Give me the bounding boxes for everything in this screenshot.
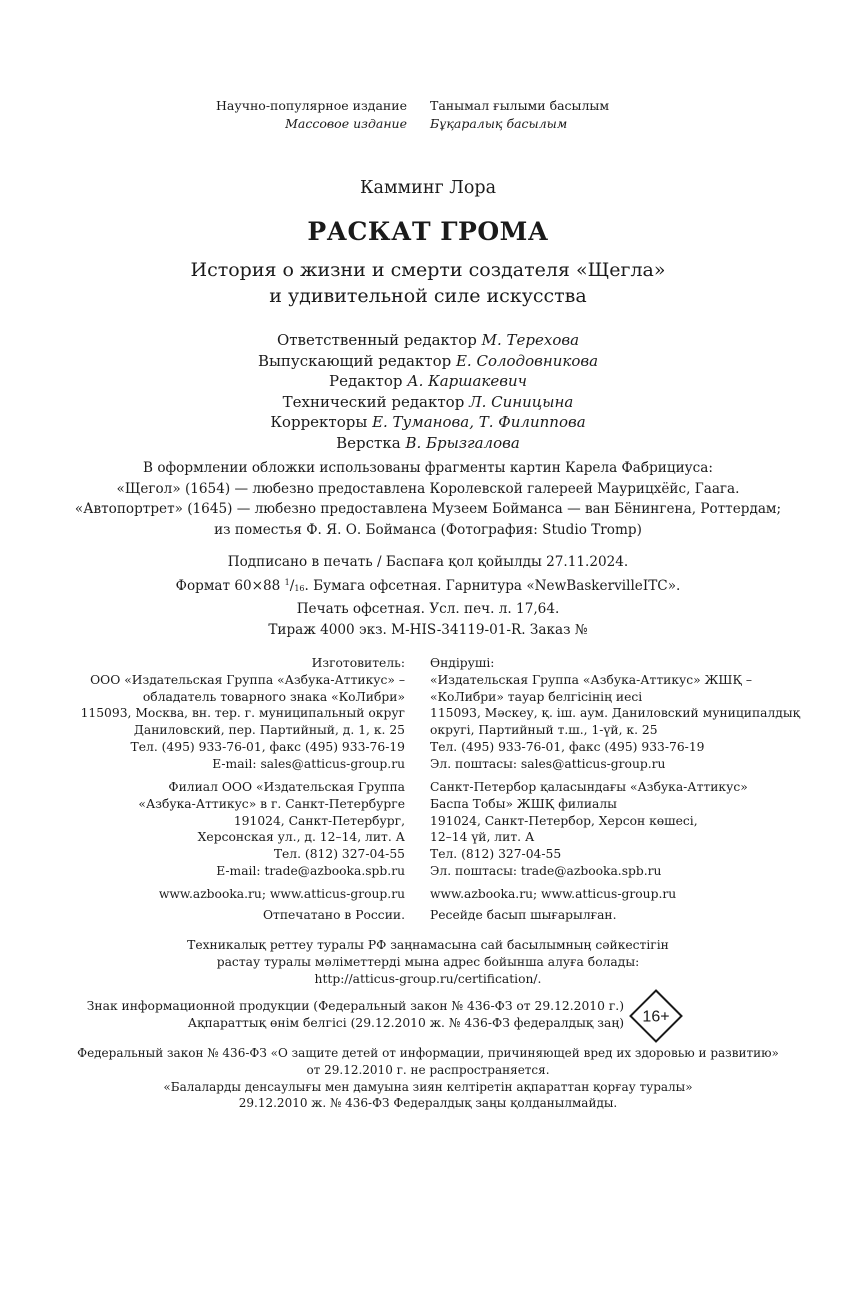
print-run-line: Тираж 4000 экз. M-HIS-34119-01-R. Заказ № — [268, 621, 588, 638]
subtitle-line: и удивительной силе искусства — [269, 285, 587, 307]
staff-name: М. Терехова — [481, 331, 580, 349]
format-suffix: . Бумага офсетная. Гарнитура «NewBaskervilleITC». — [304, 577, 681, 594]
staff-name: Е. Солодовникова — [455, 351, 599, 370]
editorial-staff — [0, 330, 856, 453]
age-rating-badge — [629, 989, 683, 1043]
imprint-line: 191024, Санкт-Петербург, — [233, 813, 405, 828]
format-prefix: Формат 60×88 — [175, 577, 285, 594]
format-slash: / — [289, 577, 295, 594]
edition-type-ru-line: Научно-популярное издание — [215, 98, 407, 113]
law-line: Федеральный закон № 436-ФЗ «О защите детей от информации, причиняющей вред их здоровью и развитию» — [77, 1046, 779, 1060]
staff-role: Корректоры — [270, 413, 373, 431]
staff-name: Л. Синицына — [469, 392, 574, 411]
format-line — [0, 573, 856, 600]
format-num: 1 — [284, 577, 290, 587]
info-product-sign — [87, 998, 624, 1032]
imprint-line: 115093, Мәскеу, қ. іш. аум. Даниловский муниципалдық — [430, 706, 801, 721]
staff-line — [0, 371, 856, 392]
staff-role: Верстка — [336, 433, 406, 452]
staff-line — [0, 433, 856, 454]
tech-line: растау туралы мәліметтерді мына адрес бойынша алуға болады: — [216, 954, 640, 969]
imprint-line: 115093, Москва, вн. тер. г. муниципальный округ — [80, 706, 405, 721]
staff-role: Технический редактор — [282, 392, 470, 411]
law-line: 29.12.2010 ж. № 436-ФЗ Федералдық заңы қолданылмайды. — [238, 1096, 618, 1111]
author-name: Камминг Лора — [359, 178, 497, 198]
staff-line — [0, 351, 856, 372]
staff-name: Е. Туманова, Т. Филиппова — [372, 413, 586, 431]
book-title: РАСКАТ ГРОМА — [307, 217, 549, 246]
printed-in-kz: Ресейде басып шығарылған. — [430, 908, 617, 922]
cover-credit-line: из поместья Ф. Я. О. Бойманса (Фотография: Studio Tromp) — [214, 521, 642, 538]
imprint-line: «Издательская Группа «Азбука-Аттикус» ЖШҚ – — [430, 672, 753, 687]
imprint-line: Санкт-Петербор қаласындағы «Азбука-Аттикус» — [430, 780, 748, 794]
imprint-line: 191024, Санкт-Петербор, Херсон көшесі, — [430, 813, 698, 828]
age-rating-text: 16+ — [642, 1008, 670, 1026]
imprint-line: Филиал ООО «Издательская Группа — [168, 780, 405, 794]
imprint-line: Баспа Тобы» ЖШҚ филиалы — [430, 796, 617, 811]
imprint-line: обладатель товарного знака «КоЛибри» — [142, 689, 405, 704]
imprint-line: 12–14 үй, лит. А — [430, 830, 535, 845]
imprint-line: ООО «Издательская Группа «Азбука-Аттикус» – — [90, 672, 405, 687]
imprint-line: «КоЛибри» тауар белгісінің иесі — [430, 689, 643, 704]
imprint-line: Өндіруші: — [430, 656, 495, 670]
manufacturer-kz — [430, 655, 800, 773]
imprint-line: Даниловский, пер. Партийный, д. 1, к. 25 — [133, 723, 405, 738]
website-ru: www.azbooka.ru; www.atticus-group.ru — [158, 887, 405, 901]
cover-credits — [0, 458, 856, 540]
printing-line: Печать офсетная. Усл. печ. л. 17,64. — [296, 601, 560, 617]
imprint-line: округі, Партийный т.ш., 1-үй, к. 25 — [430, 723, 658, 738]
format-den: 16 — [294, 583, 305, 593]
cover-credit-line: В оформлении обложки использованы фрагменты картин Карела Фабрициуса: — [143, 460, 713, 476]
staff-name: В. Брызгалова — [405, 433, 520, 452]
edition-type-kz-line: Бұқаралық басылым — [430, 116, 568, 131]
imprint-line: «Азбука-Аттикус» в г. Санкт-Петербурге — [138, 796, 405, 811]
law-line: от 29.12.2010 г. не распространяется. — [306, 1062, 550, 1077]
sign-line: Знак информационной продукции (Федеральный закон № 436-ФЗ от 29.12.2010 г.) — [86, 999, 624, 1013]
book-subtitle — [0, 257, 856, 309]
cover-credit-line: «Автопортрет» (1645) — любезно предоставлена Музеем Бойманса — ван Бёнингена, Роттердам; — [74, 501, 782, 517]
law-line: «Балаларды денсаулығы мен дамуына зиян келтіретін ақпараттан қорғау туралы» — [163, 1079, 693, 1094]
edition-type-ru — [216, 97, 407, 133]
printed-in-ru: Отпечатано в России. — [262, 908, 405, 922]
certification-link: http://atticus-group.ru/certification/. — [314, 971, 542, 986]
imprint-line: E-mail: trade@azbooka.spb.ru — [216, 863, 405, 878]
imprint-line: Тел. (812) 327-04-55 — [430, 847, 562, 862]
manufacturer-ru — [81, 655, 405, 773]
edition-type-ru-line: Массовое издание — [285, 116, 407, 131]
branch-ru — [138, 779, 405, 880]
imprint-line: Тел. (495) 933-76-01, факс (495) 933-76-19 — [130, 739, 405, 754]
website-kz: www.azbooka.ru; www.atticus-group.ru — [430, 887, 677, 901]
federal-law-note — [0, 1045, 856, 1112]
staff-name: А. Каршакевич — [407, 372, 527, 390]
staff-line — [0, 392, 856, 413]
sign-line: Ақпараттық өнім белгісі (29.12.2010 ж. № 436-ФЗ федералдық заң) — [187, 1015, 624, 1030]
tech-regulation-note — [0, 937, 856, 987]
imprint-line: Изготовитель: — [311, 656, 405, 670]
subtitle-line: История о жизни и смерти создателя «Щегла» — [190, 259, 666, 281]
print-info — [0, 552, 856, 640]
cover-credit-line: «Щегол» (1654) — любезно предоставлена Королевской галереей Маурицхёйс, Гаага. — [116, 480, 740, 497]
staff-line — [0, 330, 856, 351]
imprint-line: Херсонская ул., д. 12–14, лит. А — [197, 830, 405, 845]
imprint-line: Тел. (812) 327-04-55 — [273, 847, 405, 862]
staff-role: Ответственный редактор — [276, 331, 482, 349]
imprint-line: Тел. (495) 933-76-01, факс (495) 933-76-19 — [430, 739, 705, 754]
imprint-line: Эл. поштасы: sales@atticus-group.ru — [430, 756, 666, 771]
branch-kz — [430, 779, 748, 880]
tech-line: Техникалық реттеу туралы РФ заңнамасына сай басылымның сәйкестігін — [187, 938, 669, 952]
imprint-line: Эл. поштасы: trade@azbooka.spb.ru — [430, 863, 662, 878]
staff-role: Редактор — [329, 372, 408, 390]
staff-line — [0, 412, 856, 433]
edition-type-kz — [430, 97, 609, 133]
edition-type-kz-line: Танымал ғылыми басылым — [430, 98, 610, 113]
staff-role: Выпускающий редактор — [257, 351, 456, 370]
signed-date: Подписано в печать / Баспаға қол қойылды 27.11.2024. — [227, 554, 629, 570]
imprint-line: E-mail: sales@atticus-group.ru — [212, 756, 405, 771]
